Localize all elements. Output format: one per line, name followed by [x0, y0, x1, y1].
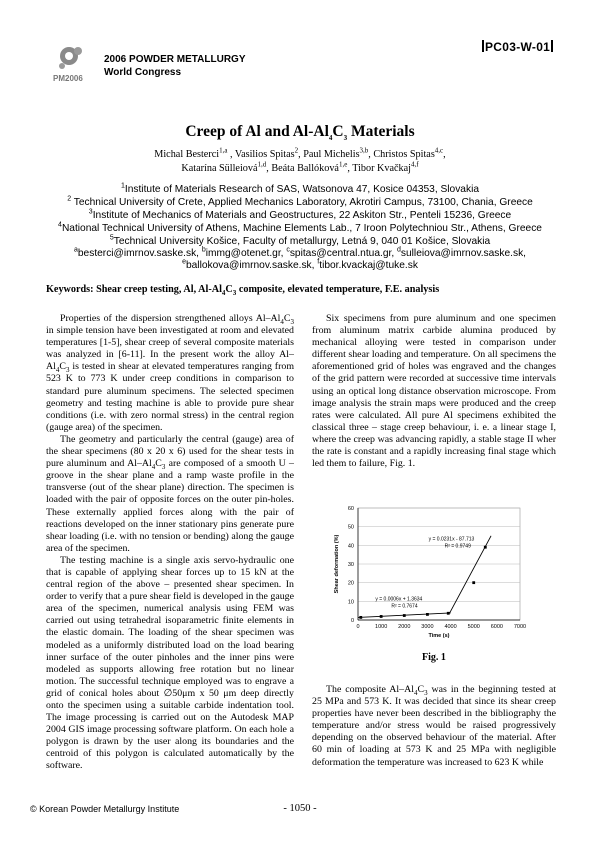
logo-text: PM2006: [53, 74, 83, 83]
data-point: [359, 616, 362, 619]
paragraph: The geometry and particularly the central (gauge) area of the shear specimens (80 x 20 x 6) used for the shear tests in pure aluminum and $Al-Al_4C_3$ are composed of a smooth U –groove in the shear plane and a ramp waste profile in the transverse (out of the shear plane) direction. The specimen is loaded with the pair of opposite forces on the outer pin-holes. These externally applied forces along with the pair of reactions developed on the inner stationary pins generate pure shear loading (i.e. with no tension or bending) along the gauge area of the specimen.: [46, 433, 294, 554]
paper-code: [481, 40, 554, 54]
x-tick-label: 0: [356, 624, 360, 630]
conference-subtitle: World Congress: [104, 67, 182, 78]
trendline-r2: R² = 0.9749: [444, 543, 471, 550]
affiliation-line: $^e$ballokova@imrnov.saske.sk, $^f$tibor.kvackaj@tuke.sk: [182, 258, 418, 271]
x-tick-label: 7000: [513, 624, 527, 630]
y-axis-label: Shear deformation (%): [334, 534, 340, 594]
data-point: [447, 612, 450, 615]
data-point: [472, 581, 475, 584]
conference-name: 2006 POWDER METALLURGY: [104, 54, 246, 65]
trendline-equation: y = 0.0231x - 87.713: [428, 536, 475, 543]
authors-line-2: Katarína Sülleiová$^{1,d}$, Beáta Ballóková$^{1,e}$, Tibor Kvačkaj$^{4,f}$: [181, 160, 419, 174]
x-axis-label: Time (s): [428, 633, 450, 639]
paper-code-text: PC03-W-01: [485, 40, 551, 54]
creep-chart: [326, 500, 538, 646]
affiliation-line: $^3$Institute of Mechanics of Materials and Geostructures, 22 Askiton Str., Penteli 15236, Greece: [88, 208, 512, 221]
paragraph: Properties of the dispersion strengthened alloys $Al-Al_4C_3$ in simple tension have been investigated at room and elevated temperatures [1-5], shear creep of several composite materials was analyzed in [6-11]. In the present work the alloy $Al-Al_4C_3$ is tested in shear at elevated temperatures ranging from 523 K to 773 K under creep conditions in comparison to standard pure aluminum specimens. The selected specimen geometry and testing machine is able to provide pure shear conditions (i.e. with zero normal stress) in the central region (gauge area) of the specimen.: [46, 313, 294, 433]
x-tick-label: 1000: [375, 624, 388, 630]
data-point: [426, 613, 429, 616]
data-point: [380, 615, 383, 618]
figure-caption: Fig. 1: [422, 652, 446, 663]
data-point: [403, 614, 406, 617]
footer-copyright: © Korean Powder Metallurgy Institute: [30, 804, 180, 814]
page-number: - 1050 -: [283, 803, 317, 814]
pm2006-logo: [52, 42, 94, 84]
affiliation-line: $^5$Technical University Košice, Faculty of metallurgy, Letná 9, 040 01 Košice, Slovakia: [109, 234, 491, 247]
authors-line-1: Michal Besterci$^{1,a}$ , Vasilios Spitas$^2$, Paul Michelis$^{3,b}$, Christos Spitas$^{4,c}$,: [154, 146, 446, 160]
x-tick-label: 6000: [490, 624, 503, 630]
paragraph: Six specimens from pure aluminum and one specimen from aluminum matrix carbide alumina produced by mechanical alloying were tested in comparison under different shear loading and temperature. On all specimens the aforementioned grid of holes was engraved and the changes of the grid pattern were recorded at successive time intervals using an optical long distance observation microscope. From image analysis the strain maps were produced and the creep rates were calculated. All pure Al specimens exhibited the classical three – stage creep behaviour, i. e. a linear stage I, where the creep was advancing rapidly, a stable stage II wher the rate is constant and a rapidly increasing final stage which led them to failure, Fig. 1.: [312, 313, 556, 470]
y-tick-label: 0: [350, 618, 354, 624]
y-tick-label: 30: [347, 562, 354, 568]
paragraph: The testing machine is a single axis servo-hydraulic one that is capable of applying shear forces up to 15 kN at the central region of the above – presented shear specimen. In order to verify that a pure shear field is developed in the gauge area of the specimen, numerical analysis using FEM was carried out using tetrahedral isoparametric finite elements in the elastic domain. The loading of the shear specimen was modeled as a uniformly distributed load on the load bearing inner surface of the outer pinholes and the inner pins were modeled as supports allowing free rotation but no linear motion. The successful technique employed was to engrave a grid of conical holes about ∅50μm x 50 μm deep directly onto the specimen using a suitable carbide indentation tool. The image processing is carried out on the Autodesk MAP 2004 GIS image processing software platform. On each hole a polygon is drawn by the user along its boundaries and the centroid of this polygon is calculated automatically by the software.: [46, 554, 294, 772]
y-tick-label: 50: [347, 524, 354, 531]
paper-title: Creep of Al and $Al-Al_4C_3$ Materials: [185, 123, 415, 143]
right-column-bottom: [312, 684, 556, 769]
y-tick-label: 40: [347, 543, 354, 550]
trendline-equation: y = 0.0006x + 1.3634: [375, 596, 423, 603]
x-tick-label: 3000: [421, 624, 434, 630]
trendline-r2: R² = 0.7674: [391, 603, 418, 610]
x-tick-label: 2000: [398, 624, 411, 630]
keywords: Keywords: Shear creep testing, Al, $Al-Al_4C_3$ composite, elevated temperature, F.E. analysis: [46, 284, 440, 298]
y-tick-label: 60: [347, 506, 354, 512]
left-column: [46, 313, 294, 773]
affiliation-line: $^1$Institute of Materials Research of SAS, Watsonova 47, Kosice 04353, Slovakia: [120, 182, 479, 195]
affiliation-line: $^a$besterci@imrnov.saske.sk, $^b$immg@otenet.gr, $^c$spitas@central.ntua.gr, $^d$sulleiova@imrnov.saske.sk,: [73, 246, 526, 259]
y-tick-label: 10: [347, 599, 354, 606]
affiliation-line: $^4$National Technical University of Athens, Machine Elements Lab., 7 Iroon Polytechniou Str., Athens, Greece: [58, 221, 542, 234]
affiliation-line: $^2$ Technical University of Crete, Applied Mechanics Laboratory, Akrotiri Campus, 73100, Chania, Greece: [67, 195, 533, 208]
x-tick-label: 4000: [444, 624, 457, 630]
data-point: [484, 546, 487, 549]
y-tick-label: 20: [347, 580, 354, 587]
paragraph: The composite $Al-Al_4C_3$ was in the beginning tested at 25 MPa and 573 K. It was decided that since its shear creep properties have never been described in the bibliography the temperature and/or stress would be raised progressively depending on the observed behaviour of the material. After 60 min of loading at 573 K and 25 MPa with negligible deformation the temperature was increased to 623 K while: [312, 684, 556, 768]
right-column-top: [312, 313, 556, 470]
x-tick-label: 5000: [467, 624, 480, 630]
